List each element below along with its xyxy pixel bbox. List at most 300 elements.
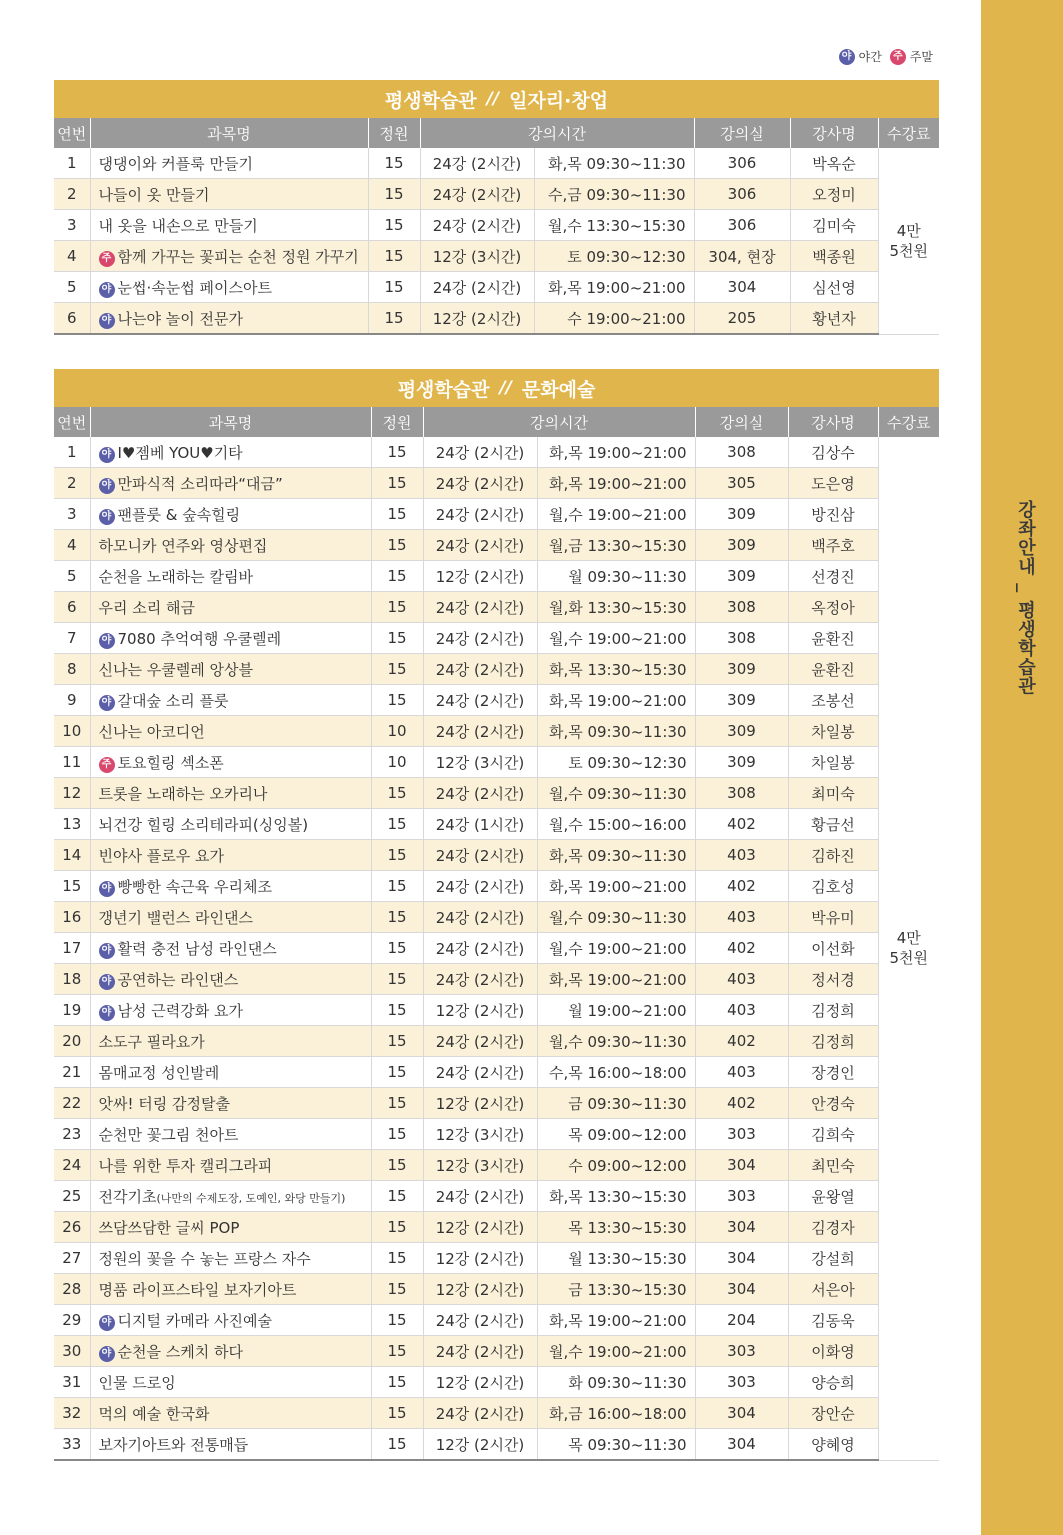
capacity: 15	[371, 964, 423, 995]
class-time: 화,목 13:30~15:30	[537, 1181, 695, 1212]
course-subject	[90, 1243, 371, 1274]
session-count: 24강 (2시간)	[423, 437, 537, 468]
instructor: 차일봉	[788, 747, 878, 778]
table-row	[54, 1429, 939, 1461]
instructor: 오정미	[790, 179, 878, 210]
table-row	[54, 1181, 939, 1212]
course-subject	[90, 1398, 371, 1429]
capacity: 15	[371, 1429, 423, 1461]
capacity: 15	[371, 1243, 423, 1274]
capacity: 10	[371, 716, 423, 747]
course-subject-text: 팬플룻 & 숲속힐링	[117, 505, 241, 524]
classroom: 304	[695, 1398, 788, 1429]
section-culture-arts	[54, 369, 939, 1461]
course-subject-text: 나들이 옷 만들기	[98, 185, 210, 204]
course-subject-text: 하모니카 연주와 영상편집	[98, 536, 268, 555]
capacity: 15	[371, 1274, 423, 1305]
course-subject-text: 우리 소리 해금	[98, 598, 195, 617]
session-count: 12강 (2시간)	[423, 1367, 537, 1398]
table-row	[54, 1026, 939, 1057]
course-subject-note: (나만의 수제도장, 도예인, 와당 만들기)	[156, 1191, 346, 1205]
table-row	[54, 303, 939, 335]
section-title-separator: //	[486, 89, 500, 109]
column-header: 수강료	[878, 118, 939, 148]
session-count: 24강 (2시간)	[423, 530, 537, 561]
table-header	[54, 407, 939, 437]
classroom: 308	[695, 592, 788, 623]
instructor: 도은영	[788, 468, 878, 499]
row-number: 26	[54, 1212, 90, 1243]
capacity: 15	[371, 933, 423, 964]
course-subject	[90, 272, 368, 303]
table-row	[54, 871, 939, 902]
classroom: 304	[695, 1429, 788, 1461]
course-subject-text: 함께 가꾸는 꽃피는 순천 정원 가꾸기	[117, 247, 359, 266]
row-number: 6	[54, 592, 90, 623]
classroom: 303	[695, 1181, 788, 1212]
session-count: 24강 (2시간)	[423, 1398, 537, 1429]
classroom: 309	[695, 499, 788, 530]
classroom: 306	[694, 148, 790, 179]
course-subject-text: 만파식적 소리따라“대금”	[117, 474, 283, 493]
session-count: 12강 (2시간)	[420, 303, 534, 335]
night-badge-icon: 야	[99, 478, 115, 494]
course-subject	[90, 716, 371, 747]
course-subject	[90, 1212, 371, 1243]
table-row	[54, 1088, 939, 1119]
class-time: 금 13:30~15:30	[537, 1274, 695, 1305]
classroom: 304	[695, 1243, 788, 1274]
table-row	[54, 179, 939, 210]
session-count: 24강 (2시간)	[420, 179, 534, 210]
row-number: 3	[54, 210, 90, 241]
session-count: 24강 (2시간)	[420, 148, 534, 179]
capacity: 15	[368, 272, 420, 303]
table-row	[54, 148, 939, 179]
instructor: 김호성	[788, 871, 878, 902]
capacity: 15	[368, 303, 420, 335]
instructor: 최미숙	[788, 778, 878, 809]
course-table	[54, 118, 939, 335]
class-time: 화,목 13:30~15:30	[537, 654, 695, 685]
class-time: 수 19:00~21:00	[534, 303, 694, 335]
tuition-fee: 4만 5천원	[878, 437, 939, 1460]
class-time: 화,목 09:30~11:30	[537, 840, 695, 871]
class-time: 화,목 09:30~11:30	[537, 716, 695, 747]
class-time: 월 09:30~11:30	[537, 561, 695, 592]
capacity: 15	[371, 902, 423, 933]
column-header: 강사명	[790, 118, 878, 148]
table-row	[54, 964, 939, 995]
course-subject	[90, 995, 371, 1026]
instructor: 강설희	[788, 1243, 878, 1274]
class-time: 월 19:00~21:00	[537, 995, 695, 1026]
capacity: 15	[371, 1367, 423, 1398]
capacity: 15	[371, 437, 423, 468]
night-legend-label: 야간	[858, 50, 882, 64]
instructor: 양혜영	[788, 1429, 878, 1461]
section-title-sub: 일자리·창업	[509, 89, 609, 112]
session-count: 12강 (2시간)	[423, 1243, 537, 1274]
night-badge-icon: 야	[99, 695, 115, 711]
night-badge-icon: 야	[99, 881, 115, 897]
capacity: 15	[371, 1398, 423, 1429]
course-subject	[90, 871, 371, 902]
course-subject-text: 인물 드로잉	[98, 1373, 176, 1392]
classroom: 304	[694, 272, 790, 303]
course-subject	[90, 1336, 371, 1367]
course-subject-text: 순천을 스케치 하다	[117, 1342, 243, 1361]
course-subject-text: 순천만 꽃그림 천아트	[98, 1125, 239, 1144]
course-subject	[90, 1088, 371, 1119]
table-row	[54, 933, 939, 964]
instructor: 윤왕열	[788, 1181, 878, 1212]
course-subject	[90, 592, 371, 623]
class-time: 화,금 16:00~18:00	[537, 1398, 695, 1429]
course-subject-text: 남성 근력강화 요가	[117, 1001, 243, 1020]
capacity: 15	[371, 1336, 423, 1367]
classroom: 403	[695, 1057, 788, 1088]
capacity: 15	[371, 1057, 423, 1088]
classroom: 403	[695, 840, 788, 871]
section-title-main: 평생학습관	[384, 89, 477, 112]
instructor: 윤환진	[788, 654, 878, 685]
course-subject-text: 빵빵한 속근육 우리체조	[117, 877, 272, 896]
course-subject	[90, 437, 371, 468]
class-time: 월,수 09:30~11:30	[537, 778, 695, 809]
classroom: 309	[695, 716, 788, 747]
row-number: 33	[54, 1429, 90, 1461]
table-row	[54, 499, 939, 530]
instructor: 심선영	[790, 272, 878, 303]
class-time: 화,목 19:00~21:00	[537, 437, 695, 468]
course-subject-text: 뇌건강 힐링 소리테라피(싱잉볼)	[98, 815, 309, 834]
classroom: 303	[695, 1336, 788, 1367]
session-count: 24강 (2시간)	[423, 778, 537, 809]
classroom: 304	[695, 1212, 788, 1243]
table-row	[54, 654, 939, 685]
instructor: 옥정아	[788, 592, 878, 623]
section-title-sub: 문화예술	[521, 378, 596, 401]
capacity: 15	[371, 685, 423, 716]
row-number: 14	[54, 840, 90, 871]
row-number: 13	[54, 809, 90, 840]
course-subject	[90, 809, 371, 840]
session-count: 12강 (2시간)	[423, 561, 537, 592]
table-row	[54, 561, 939, 592]
class-time: 화,목 19:00~21:00	[537, 964, 695, 995]
course-subject-text: 신나는 아코디언	[98, 722, 205, 741]
row-number: 30	[54, 1336, 90, 1367]
capacity: 15	[368, 179, 420, 210]
course-subject-text: 내 옷을 내손으로 만들기	[98, 216, 258, 235]
session-count: 24강 (2시간)	[423, 654, 537, 685]
row-number: 1	[54, 148, 90, 179]
table-row	[54, 437, 939, 468]
classroom: 204	[695, 1305, 788, 1336]
session-count: 24강 (2시간)	[423, 1057, 537, 1088]
table-row	[54, 241, 939, 272]
row-number: 16	[54, 902, 90, 933]
course-subject	[90, 530, 371, 561]
row-number: 12	[54, 778, 90, 809]
section-title	[54, 80, 939, 118]
classroom: 308	[695, 437, 788, 468]
column-header: 강의시간	[420, 118, 694, 148]
class-time: 화,목 19:00~21:00	[534, 272, 694, 303]
row-number: 7	[54, 623, 90, 654]
capacity: 15	[371, 778, 423, 809]
class-time: 화,목 09:30~11:30	[534, 148, 694, 179]
capacity: 15	[371, 623, 423, 654]
course-subject	[90, 1367, 371, 1398]
classroom: 303	[695, 1119, 788, 1150]
session-count: 24강 (2시간)	[423, 902, 537, 933]
course-subject-text: 트롯을 노래하는 오카리나	[98, 784, 268, 803]
classroom: 402	[695, 1026, 788, 1057]
row-number: 22	[54, 1088, 90, 1119]
course-table	[54, 407, 939, 1461]
session-count: 24강 (2시간)	[423, 840, 537, 871]
row-number: 32	[54, 1398, 90, 1429]
instructor: 양승희	[788, 1367, 878, 1398]
session-count: 24강 (2시간)	[423, 1336, 537, 1367]
course-subject-text: 7080 추억여행 우쿨렐레	[117, 629, 282, 648]
section-title-main: 평생학습관	[397, 378, 490, 401]
instructor: 안경숙	[788, 1088, 878, 1119]
class-time: 수,금 09:30~11:30	[534, 179, 694, 210]
section-title-separator: //	[499, 378, 512, 398]
night-badge-icon: 야	[99, 633, 115, 649]
column-header: 과목명	[90, 407, 371, 437]
table-row	[54, 623, 939, 654]
row-number: 8	[54, 654, 90, 685]
night-badge-icon: 야	[99, 1005, 115, 1021]
course-subject-text: 공연하는 라인댄스	[117, 970, 239, 989]
section-title	[54, 369, 939, 407]
session-count: 12강 (3시간)	[423, 747, 537, 778]
table-header	[54, 118, 939, 148]
class-time: 토 09:30~12:30	[537, 747, 695, 778]
table-row	[54, 468, 939, 499]
column-header: 강의실	[695, 407, 788, 437]
row-number: 19	[54, 995, 90, 1026]
row-number: 20	[54, 1026, 90, 1057]
session-count: 24강 (2시간)	[423, 1181, 537, 1212]
course-subject	[90, 210, 368, 241]
course-subject	[90, 1429, 371, 1461]
weekend-legend-label: 주말	[909, 50, 933, 64]
table-row	[54, 592, 939, 623]
column-header: 수강료	[878, 407, 939, 437]
classroom: 304	[695, 1274, 788, 1305]
course-subject-text: 앗싸! 터링 감정탈출	[98, 1094, 230, 1113]
table-row	[54, 530, 939, 561]
classroom: 309	[695, 685, 788, 716]
capacity: 15	[371, 1150, 423, 1181]
course-subject	[90, 1026, 371, 1057]
course-subject-text: 디지털 카메라 사진예술	[117, 1311, 272, 1330]
instructor: 조봉선	[788, 685, 878, 716]
classroom: 308	[695, 778, 788, 809]
course-subject	[90, 778, 371, 809]
row-number: 27	[54, 1243, 90, 1274]
row-number: 3	[54, 499, 90, 530]
capacity: 15	[371, 499, 423, 530]
night-badge-icon: 야	[99, 943, 115, 959]
night-badge-icon: 야	[99, 1346, 115, 1362]
table-row	[54, 272, 939, 303]
legend	[839, 48, 933, 65]
column-header: 과목명	[90, 118, 368, 148]
classroom: 402	[695, 933, 788, 964]
table-row	[54, 1274, 939, 1305]
session-count: 12강 (2시간)	[423, 1274, 537, 1305]
table-row	[54, 1150, 939, 1181]
session-count: 24강 (2시간)	[423, 685, 537, 716]
column-header: 연번	[54, 407, 90, 437]
class-time: 목 13:30~15:30	[537, 1212, 695, 1243]
course-subject-text: 쓰담쓰담한 글씨 POP	[98, 1218, 240, 1237]
classroom: 403	[695, 902, 788, 933]
session-count: 12강 (2시간)	[423, 1429, 537, 1461]
classroom: 306	[694, 210, 790, 241]
class-time: 목 09:30~11:30	[537, 1429, 695, 1461]
night-badge-icon: 야	[99, 1315, 115, 1331]
course-subject-text: 토요힐링 섹소폰	[117, 753, 224, 772]
course-subject-text: 소도구 필라요가	[98, 1032, 205, 1051]
session-count: 24강 (2시간)	[423, 964, 537, 995]
tuition-fee: 4만 5천원	[878, 148, 939, 334]
classroom: 309	[695, 561, 788, 592]
table-row	[54, 902, 939, 933]
side-tab-label: 강좌안내 _ 평생학습관	[1015, 500, 1036, 696]
row-number: 9	[54, 685, 90, 716]
column-header: 정원	[368, 118, 420, 148]
class-time: 월,화 13:30~15:30	[537, 592, 695, 623]
row-number: 31	[54, 1367, 90, 1398]
session-count: 24강 (2시간)	[423, 871, 537, 902]
classroom: 309	[695, 654, 788, 685]
capacity: 10	[371, 747, 423, 778]
instructor: 이화영	[788, 1336, 878, 1367]
instructor: 김경자	[788, 1212, 878, 1243]
column-header: 연번	[54, 118, 90, 148]
column-header: 강의시간	[423, 407, 695, 437]
course-subject	[90, 840, 371, 871]
class-time: 월,수 19:00~21:00	[537, 623, 695, 654]
capacity: 15	[371, 840, 423, 871]
course-subject	[90, 1305, 371, 1336]
row-number: 6	[54, 303, 90, 335]
classroom: 403	[695, 995, 788, 1026]
row-number: 25	[54, 1181, 90, 1212]
course-subject	[90, 902, 371, 933]
capacity: 15	[371, 809, 423, 840]
session-count: 12강 (3시간)	[423, 1150, 537, 1181]
instructor: 박옥순	[790, 148, 878, 179]
capacity: 15	[371, 1026, 423, 1057]
weekend-badge-icon: 주	[890, 49, 906, 65]
instructor: 김희숙	[788, 1119, 878, 1150]
class-time: 수 09:00~12:00	[537, 1150, 695, 1181]
instructor: 장경인	[788, 1057, 878, 1088]
course-subject-text: 먹의 예술 한국화	[98, 1404, 210, 1423]
row-number: 29	[54, 1305, 90, 1336]
night-badge-icon: 야	[839, 49, 855, 65]
row-number: 11	[54, 747, 90, 778]
section-jobs	[54, 80, 939, 335]
course-subject-text: 보자기아트와 전통매듭	[98, 1435, 249, 1454]
session-count: 24강 (2시간)	[423, 592, 537, 623]
class-time: 월,수 09:30~11:30	[537, 902, 695, 933]
instructor: 김동욱	[788, 1305, 878, 1336]
class-time: 화,목 19:00~21:00	[537, 1305, 695, 1336]
course-subject	[90, 1274, 371, 1305]
course-subject	[90, 747, 371, 778]
row-number: 17	[54, 933, 90, 964]
instructor: 황금선	[788, 809, 878, 840]
instructor: 방진삼	[788, 499, 878, 530]
session-count: 24강 (2시간)	[423, 1026, 537, 1057]
course-subject	[90, 1150, 371, 1181]
course-subject	[90, 1119, 371, 1150]
course-subject-text: 갈대숲 소리 플룻	[117, 691, 229, 710]
instructor: 장안순	[788, 1398, 878, 1429]
course-subject-text: 신나는 우쿨렐레 앙상블	[98, 660, 253, 679]
course-subject	[90, 964, 371, 995]
row-number: 10	[54, 716, 90, 747]
course-subject-text: 정원의 꽃을 수 놓는 프랑스 자수	[98, 1249, 311, 1268]
classroom: 304	[695, 1150, 788, 1181]
instructor: 황년자	[790, 303, 878, 335]
row-number: 5	[54, 561, 90, 592]
course-subject-text: 나는야 놀이 전문가	[117, 309, 243, 328]
instructor: 최민숙	[788, 1150, 878, 1181]
table-row	[54, 778, 939, 809]
course-subject	[90, 241, 368, 272]
course-subject-text: 빈야사 플로우 요가	[98, 846, 224, 865]
side-tab	[981, 0, 1063, 1535]
capacity: 15	[368, 241, 420, 272]
class-time: 월,금 13:30~15:30	[537, 530, 695, 561]
course-subject	[90, 1181, 371, 1212]
classroom: 402	[695, 1088, 788, 1119]
table-row	[54, 1305, 939, 1336]
row-number: 5	[54, 272, 90, 303]
session-count: 24강 (2시간)	[423, 468, 537, 499]
course-subject-text: 댕댕이와 커플룩 만들기	[98, 154, 253, 173]
class-time: 월,수 13:30~15:30	[534, 210, 694, 241]
course-subject-text: 몸매교정 성인발레	[98, 1063, 220, 1082]
course-subject	[90, 148, 368, 179]
class-time: 월,수 09:30~11:30	[537, 1026, 695, 1057]
column-header: 강의실	[694, 118, 790, 148]
table-row	[54, 716, 939, 747]
classroom: 305	[695, 468, 788, 499]
class-time: 금 09:30~11:30	[537, 1088, 695, 1119]
session-count: 24강 (2시간)	[423, 1305, 537, 1336]
column-header: 정원	[371, 407, 423, 437]
table-row	[54, 840, 939, 871]
classroom: 309	[695, 747, 788, 778]
table-row	[54, 1398, 939, 1429]
table-row	[54, 1367, 939, 1398]
capacity: 15	[371, 1305, 423, 1336]
capacity: 15	[371, 530, 423, 561]
table-row	[54, 809, 939, 840]
course-subject	[90, 468, 371, 499]
